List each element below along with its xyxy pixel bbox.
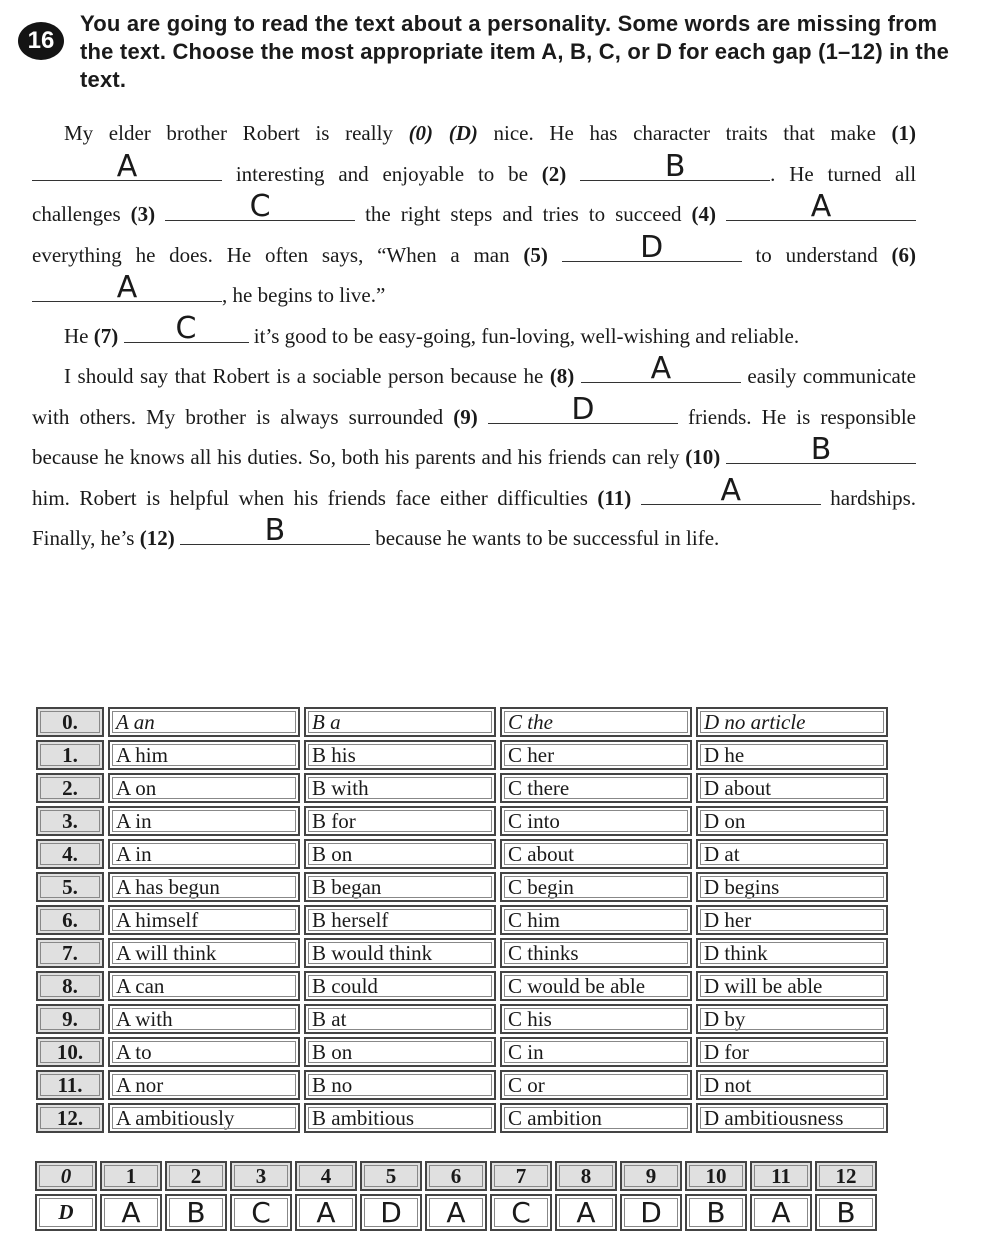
gap-9-answer: D bbox=[571, 391, 595, 427]
gap-5-answer: D bbox=[640, 229, 664, 265]
gap-7-answer: C bbox=[175, 310, 197, 346]
option-c-cell[interactable]: C or bbox=[500, 1070, 692, 1100]
gap-6-field[interactable] bbox=[32, 270, 222, 305]
answer-key-answer[interactable]: D bbox=[360, 1194, 422, 1231]
passage-text: , he begins to live.” bbox=[222, 283, 386, 307]
option-row-number: 2. bbox=[36, 773, 104, 803]
passage-text: him. Robert is helpful when his friends face either difficulties bbox=[32, 485, 588, 510]
answer-key-numbers-row bbox=[35, 1161, 877, 1191]
options-row bbox=[36, 1103, 888, 1133]
answer-key-number: 8 bbox=[555, 1161, 617, 1191]
option-b-cell[interactable]: B for bbox=[304, 806, 496, 836]
gap-8-field[interactable] bbox=[581, 351, 741, 386]
option-d-cell[interactable]: D for bbox=[696, 1037, 888, 1067]
option-d-cell[interactable]: D will be able bbox=[696, 971, 888, 1001]
gap-1-field[interactable] bbox=[32, 148, 222, 184]
option-row-number: 3. bbox=[36, 806, 104, 836]
option-row-number: 4. bbox=[36, 839, 104, 869]
answer-key-number: 1 bbox=[100, 1161, 162, 1191]
gap-10-answer: B bbox=[810, 432, 832, 467]
options-row bbox=[36, 1004, 888, 1034]
reading-passage bbox=[32, 113, 916, 559]
answer-key-answer[interactable]: A bbox=[425, 1194, 487, 1231]
option-b-cell[interactable]: B a bbox=[304, 707, 496, 737]
answer-key-number: 5 bbox=[360, 1161, 422, 1191]
passage-text: hardships. Finally, he’s bbox=[32, 485, 916, 550]
options-row bbox=[36, 773, 888, 803]
option-a-cell[interactable]: A has begun bbox=[108, 872, 300, 902]
option-c-cell[interactable]: C her bbox=[500, 740, 692, 770]
option-a-cell[interactable]: A nor bbox=[108, 1070, 300, 1100]
answer-key-answer[interactable]: B bbox=[815, 1194, 877, 1231]
option-c-cell[interactable]: C him bbox=[500, 905, 692, 935]
answer-key-answer[interactable]: A bbox=[555, 1194, 617, 1231]
task-number-badge: 16 bbox=[18, 22, 64, 60]
option-b-cell[interactable]: B on bbox=[304, 839, 496, 869]
gap-2-field[interactable] bbox=[580, 148, 770, 184]
option-b-cell[interactable]: B on bbox=[304, 1037, 496, 1067]
answer-key-answer[interactable]: D bbox=[620, 1194, 682, 1231]
option-b-cell[interactable]: B would think bbox=[304, 938, 496, 968]
gap-12-answer: B bbox=[264, 513, 286, 548]
gap-label: (4) bbox=[691, 202, 717, 226]
option-row-number: 1. bbox=[36, 740, 104, 770]
option-a-cell[interactable]: A can bbox=[108, 971, 300, 1001]
gap-5-field[interactable] bbox=[562, 229, 742, 265]
answer-key-answer[interactable]: C bbox=[230, 1194, 292, 1231]
option-d-cell[interactable]: D think bbox=[696, 938, 888, 968]
example-gap-answer: (D) bbox=[448, 121, 478, 145]
option-a-cell[interactable]: A with bbox=[108, 1004, 300, 1034]
option-a-cell[interactable]: A ambitiously bbox=[108, 1103, 300, 1133]
option-b-cell[interactable]: B began bbox=[304, 872, 496, 902]
answer-key-number: 2 bbox=[165, 1161, 227, 1191]
gap-label: (10) bbox=[685, 445, 721, 469]
options-row bbox=[36, 839, 888, 869]
option-a-cell[interactable]: A in bbox=[108, 806, 300, 836]
option-d-cell[interactable]: D her bbox=[696, 905, 888, 935]
passage-text: He bbox=[64, 323, 89, 348]
answer-key-number: 4 bbox=[295, 1161, 357, 1191]
option-row-number: 5. bbox=[36, 872, 104, 902]
option-row-number: 11. bbox=[36, 1070, 104, 1100]
options-row bbox=[36, 1037, 888, 1067]
options-row bbox=[36, 1070, 888, 1100]
option-d-cell[interactable]: D he bbox=[696, 740, 888, 770]
answer-key-number: 10 bbox=[685, 1161, 747, 1191]
option-a-cell[interactable]: A will think bbox=[108, 938, 300, 968]
gap-label: (6) bbox=[891, 242, 916, 267]
options-row bbox=[36, 905, 888, 935]
passage-text: to understand bbox=[755, 242, 878, 267]
option-b-cell[interactable]: B ambitious bbox=[304, 1103, 496, 1133]
gap-6-answer: A bbox=[116, 270, 138, 305]
answer-key-answers-row bbox=[35, 1194, 877, 1231]
option-c-cell[interactable]: C there bbox=[500, 773, 692, 803]
options-table bbox=[32, 704, 892, 1136]
answer-key-answer[interactable]: A bbox=[295, 1194, 357, 1231]
answer-key-table bbox=[32, 1158, 880, 1234]
gap-12-field[interactable] bbox=[180, 513, 370, 548]
gap-3-answer: C bbox=[249, 189, 271, 224]
gap-1-answer: A bbox=[116, 148, 138, 184]
option-c-cell[interactable]: C the bbox=[500, 707, 692, 737]
answer-key-answer[interactable]: C bbox=[490, 1194, 552, 1231]
answer-key-answer[interactable]: A bbox=[750, 1194, 812, 1231]
passage-text: the right steps and tries to succeed bbox=[365, 202, 682, 226]
option-c-cell[interactable]: C thinks bbox=[500, 938, 692, 968]
option-d-cell[interactable]: D at bbox=[696, 839, 888, 869]
answer-key-number: 7 bbox=[490, 1161, 552, 1191]
option-d-cell[interactable]: D on bbox=[696, 806, 888, 836]
gap-3-field[interactable] bbox=[165, 189, 355, 224]
gap-label: (9) bbox=[453, 404, 478, 429]
option-d-cell[interactable]: D ambitiousness bbox=[696, 1103, 888, 1133]
options-row bbox=[36, 740, 888, 770]
option-b-cell[interactable]: B could bbox=[304, 971, 496, 1001]
options-row bbox=[36, 707, 888, 737]
gap-7-field[interactable] bbox=[124, 310, 249, 346]
options-row bbox=[36, 872, 888, 902]
option-row-number: 10. bbox=[36, 1037, 104, 1067]
answer-key-answer[interactable]: A bbox=[100, 1194, 162, 1231]
passage-text: interesting and enjoyable to be bbox=[235, 161, 528, 186]
gap-label: (12) bbox=[139, 526, 175, 550]
passage-text: . He turned all challenges bbox=[32, 161, 917, 226]
answer-key-number: 11 bbox=[750, 1161, 812, 1191]
gap-label: (2) bbox=[541, 161, 567, 186]
answer-key-number: 12 bbox=[815, 1161, 877, 1191]
option-row-number: 7. bbox=[36, 938, 104, 968]
gap-11-answer: A bbox=[720, 472, 741, 508]
option-c-cell[interactable]: C about bbox=[500, 839, 692, 869]
gap-label: (11) bbox=[597, 485, 632, 510]
option-row-number: 0. bbox=[36, 707, 104, 737]
task-instruction: You are going to read the text about a personality. Some words are missing from the text. Choose the most appropriate item A, B, C, or D for each gap (1–12) in the text. bbox=[80, 11, 950, 92]
passage-text: because he wants to be successful in life. bbox=[375, 526, 720, 550]
options-row bbox=[36, 806, 888, 836]
gap-9-field[interactable] bbox=[488, 391, 678, 427]
option-c-cell[interactable]: C begin bbox=[500, 872, 692, 902]
option-a-cell[interactable]: A himself bbox=[108, 905, 300, 935]
gap-11-field[interactable] bbox=[641, 472, 821, 508]
gap-2-answer: B bbox=[664, 148, 686, 184]
answer-key-number: 9 bbox=[620, 1161, 682, 1191]
options-row bbox=[36, 938, 888, 968]
answer-key-number: 6 bbox=[425, 1161, 487, 1191]
option-a-cell[interactable]: A him bbox=[108, 740, 300, 770]
gap-label: (5) bbox=[523, 242, 548, 267]
gap-10-field[interactable] bbox=[726, 432, 916, 467]
option-a-cell[interactable]: A to bbox=[108, 1037, 300, 1067]
answer-key-number: 3 bbox=[230, 1161, 292, 1191]
option-d-cell[interactable]: D begins bbox=[696, 872, 888, 902]
option-a-cell[interactable]: A on bbox=[108, 773, 300, 803]
gap-label: (8) bbox=[549, 364, 575, 388]
passage-text: everything he does. He often says, “When a man bbox=[32, 242, 510, 267]
answer-key-answer[interactable]: B bbox=[685, 1194, 747, 1231]
gap-4-answer: A bbox=[810, 189, 832, 224]
passage-text: friends. He is responsible because he knows all his duties. So, both his parents and his friends can rely bbox=[32, 404, 917, 469]
passage-text: easily communicate with others. My brother is always surrounded bbox=[32, 364, 917, 429]
gap-label: (7) bbox=[93, 323, 119, 348]
task-header bbox=[18, 10, 958, 94]
option-row-number: 9. bbox=[36, 1004, 104, 1034]
passage-text: it’s good to be easy-going, fun-loving, well-wishing and reliable. bbox=[253, 323, 800, 348]
passage-text: My elder brother Robert is really bbox=[64, 121, 393, 145]
option-c-cell[interactable]: C would be able bbox=[500, 971, 692, 1001]
option-b-cell[interactable]: B with bbox=[304, 773, 496, 803]
option-b-cell[interactable]: B no bbox=[304, 1070, 496, 1100]
passage-text: I should say that Robert is a sociable person because he bbox=[64, 364, 544, 388]
gap-label: (1) bbox=[891, 121, 917, 145]
gap-8-answer: A bbox=[650, 351, 672, 386]
option-row-number: 12. bbox=[36, 1103, 104, 1133]
example-gap-number: (0) bbox=[408, 121, 434, 145]
option-c-cell[interactable]: C his bbox=[500, 1004, 692, 1034]
answer-key-answer: D bbox=[35, 1194, 97, 1231]
passage-text: nice. He has character traits that make bbox=[493, 121, 876, 145]
option-b-cell[interactable]: B herself bbox=[304, 905, 496, 935]
options-row bbox=[36, 971, 888, 1001]
option-a-cell[interactable]: A in bbox=[108, 839, 300, 869]
option-d-cell[interactable]: D by bbox=[696, 1004, 888, 1034]
option-b-cell[interactable]: B his bbox=[304, 740, 496, 770]
answer-key-number: 0 bbox=[35, 1161, 97, 1191]
option-a-cell[interactable]: A an bbox=[108, 707, 300, 737]
option-row-number: 8. bbox=[36, 971, 104, 1001]
option-d-cell[interactable]: D not bbox=[696, 1070, 888, 1100]
gap-4-field[interactable] bbox=[726, 189, 916, 224]
option-row-number: 6. bbox=[36, 905, 104, 935]
answer-key-answer[interactable]: B bbox=[165, 1194, 227, 1231]
gap-label: (3) bbox=[130, 202, 156, 226]
option-c-cell[interactable]: C ambition bbox=[500, 1103, 692, 1133]
option-b-cell[interactable]: B at bbox=[304, 1004, 496, 1034]
option-d-cell[interactable]: D no article bbox=[696, 707, 888, 737]
option-c-cell[interactable]: C into bbox=[500, 806, 692, 836]
option-c-cell[interactable]: C in bbox=[500, 1037, 692, 1067]
option-d-cell[interactable]: D about bbox=[696, 773, 888, 803]
